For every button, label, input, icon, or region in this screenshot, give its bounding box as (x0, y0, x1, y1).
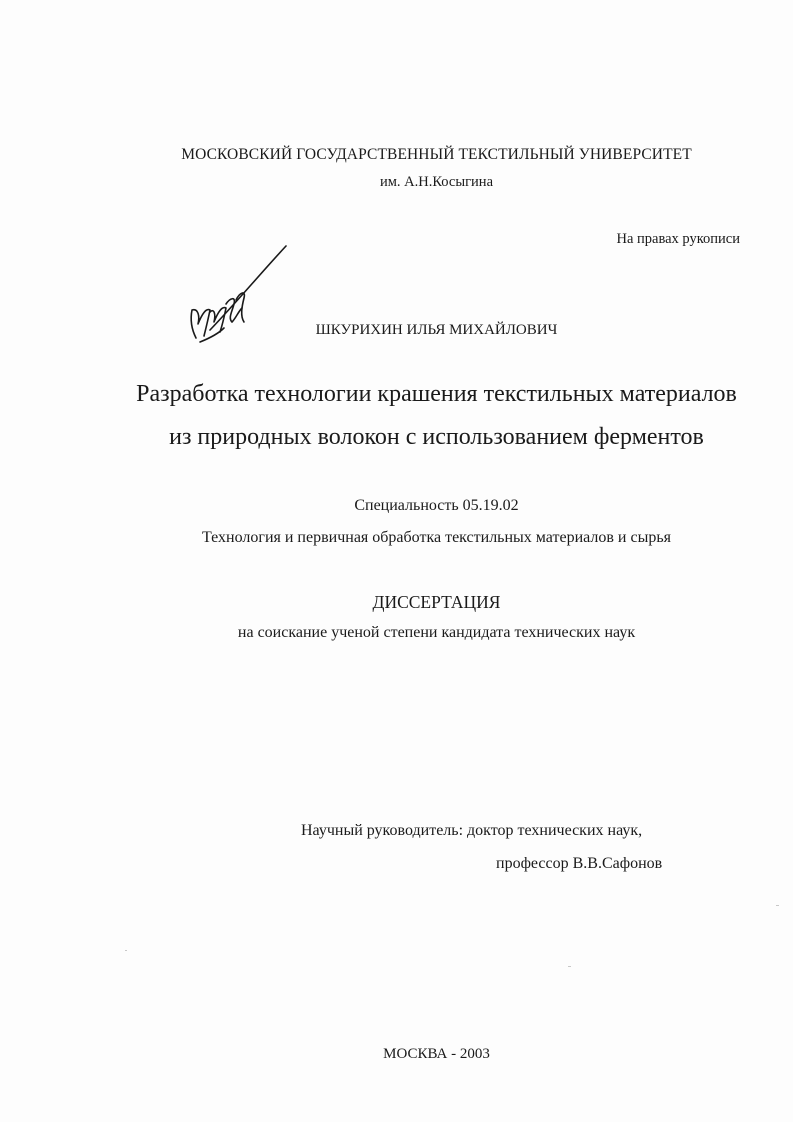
supervisor-name: профессор В.В.Сафонов (496, 855, 663, 872)
university-named-after: им. А.Н.Косыгина (379, 174, 494, 190)
specialty-name: Технология и первичная обработка текстильных материалов и сырья (201, 529, 671, 546)
supervisor-title: Научный руководитель: доктор технических наук, (301, 822, 643, 839)
author-name: ШКУРИХИН ИЛЬЯ МИХАЙЛОВИЧ (315, 322, 558, 338)
manuscript-rights-note: На правах рукописи (616, 231, 740, 247)
scan-speck (568, 966, 571, 967)
signature-stroke (210, 246, 286, 330)
degree-sought: на соискание ученой степени кандидата технических наук (237, 624, 636, 641)
scan-speck (776, 905, 779, 906)
thesis-title-line-2: из природных волокон с использованием ферментов (169, 424, 704, 450)
city-and-year: МОСКВА - 2003 (383, 1046, 490, 1062)
specialty-code: Специальность 05.19.02 (354, 497, 519, 514)
thesis-title-line-1: Разработка технологии крашения текстильных материалов (136, 381, 737, 407)
scan-speck (125, 950, 127, 951)
university-name: МОСКОВСКИЙ ГОСУДАРСТВЕННЫЙ ТЕКСТИЛЬНЫЙ УНИВЕРСИТЕТ (181, 146, 692, 163)
document-type: ДИССЕРТАЦИЯ (372, 592, 501, 612)
